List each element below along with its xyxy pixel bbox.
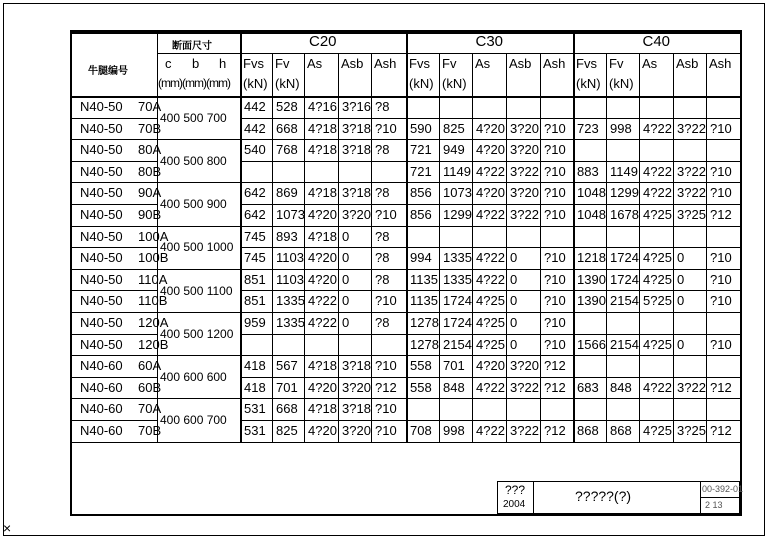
table-row-suffix: 90B [138, 207, 162, 222]
col-line [639, 53, 640, 442]
table-row-dims: 400 500 1100 [160, 283, 233, 298]
group-line [406, 32, 408, 442]
table-cell: 442 [244, 120, 266, 136]
table-cell: 3?20 [342, 423, 371, 438]
grade-col-header: Asb [509, 56, 532, 71]
title-block-year: 2004 [503, 499, 526, 510]
col-line [240, 32, 242, 442]
grade-col-header: As [475, 56, 491, 71]
table-cell: 851 [244, 271, 266, 287]
table-cell: 2154 [610, 293, 639, 309]
col-line [706, 53, 707, 442]
row-line [72, 161, 157, 162]
corner-mark: × [3, 520, 12, 536]
table-cell: 0 [677, 336, 685, 352]
table-cell: 2154 [443, 336, 472, 352]
grade-c40-header: C40 [642, 33, 671, 50]
table-cell: 723 [577, 120, 599, 136]
table-cell: 4?22 [643, 120, 672, 136]
grade-col-header: Fv [609, 56, 624, 71]
table-row-dims: 400 500 800 [160, 154, 227, 168]
title-block-drawing-no: 00-392-01 [702, 484, 744, 494]
table-cell: ?8 [375, 185, 390, 201]
table-cell: 3?22 [510, 423, 539, 438]
kn-unit-header: (kN) [442, 76, 467, 91]
table-row-id: N40-50 [80, 315, 123, 330]
table-row-id: N40-50 [80, 99, 123, 114]
table-cell: 0 [342, 250, 350, 266]
row-line [72, 204, 157, 205]
table-row-suffix: 60A [138, 358, 162, 374]
table-cell: 4?20 [308, 250, 337, 266]
table-row-suffix: 70A [138, 401, 162, 417]
table-cell: 4?25 [643, 423, 672, 438]
table-cell: 848 [610, 379, 632, 395]
table-cell: 1566 [577, 336, 606, 352]
table-cell: ?10 [544, 271, 566, 287]
table-row-id: N40-50 [80, 228, 123, 244]
table-cell: 683 [577, 379, 599, 395]
table-cell: ?10 [375, 207, 397, 222]
table-cell: 4?22 [476, 163, 505, 179]
table-row-id: N40-50 [80, 271, 123, 287]
table-cell: ?10 [544, 120, 566, 136]
row-line [240, 161, 740, 162]
table-cell: 0 [677, 271, 685, 287]
table-cell: 1299 [443, 207, 472, 222]
table-cell: ?10 [375, 423, 397, 438]
table-cell: 998 [443, 423, 465, 438]
table-cell: 1335 [276, 315, 305, 330]
table-row-suffix: 60B [138, 379, 162, 395]
table-cell: 528 [276, 99, 298, 114]
grade-col-header: Fv [442, 56, 457, 71]
table-row-suffix: 100A [138, 228, 169, 244]
table-cell: 0 [510, 293, 518, 309]
row-line [240, 247, 740, 248]
table-cell: 959 [244, 315, 266, 330]
grade-col-header: Fv [275, 56, 290, 71]
table-cell: 1103 [276, 250, 304, 266]
table-cell: 3?18 [342, 358, 371, 374]
table-cell: 4?22 [476, 207, 505, 222]
grade-col-header: Fvs [409, 56, 430, 71]
table-cell: ?12 [375, 379, 397, 395]
table-cell: 642 [244, 207, 266, 222]
table-cell: 4?20 [308, 423, 337, 438]
table-cell: 1390 [577, 271, 606, 287]
dim-c-header: c [165, 56, 172, 71]
table-cell: 4?22 [643, 163, 672, 179]
section-label-header: 断面尺寸 [172, 41, 212, 52]
table-cell: ?10 [710, 271, 732, 287]
table-row-id: N40-60 [80, 423, 123, 438]
table-cell: 869 [276, 185, 298, 201]
table-cell: 4?25 [643, 336, 672, 352]
title-block-divider [533, 481, 534, 514]
kn-unit-header: (kN) [609, 76, 634, 91]
table-cell: 558 [410, 379, 432, 395]
table-cell: 0 [342, 271, 350, 287]
grade-col-header: Ash [709, 56, 732, 71]
row-line [72, 290, 157, 291]
col-line [439, 53, 440, 442]
table-cell: 3?25 [677, 423, 706, 438]
table-cell: 3?20 [510, 120, 539, 136]
table-cell: 4?20 [476, 185, 505, 201]
table-cell: 3?18 [342, 142, 371, 158]
table-cell: 1335 [443, 271, 472, 287]
table-cell: 1724 [443, 315, 472, 330]
table-cell: 1135 [410, 271, 438, 287]
table-row-suffix: 80A [138, 142, 162, 158]
table-row-suffix: 100B [138, 250, 169, 266]
table-row-id: N40-60 [80, 379, 123, 395]
table-cell: ?8 [375, 250, 390, 266]
col-line [338, 53, 339, 442]
table-row-dims: 400 500 1000 [160, 240, 234, 255]
grade-col-header: Ash [543, 56, 566, 71]
table-cell: 4?18 [308, 142, 337, 158]
table-cell: 1335 [276, 293, 305, 309]
kn-unit-header: (kN) [243, 76, 268, 91]
table-cell: 745 [244, 250, 266, 266]
table-cell: ?10 [375, 293, 397, 309]
table-row-suffix: 120A [138, 315, 169, 330]
table-cell: 1048 [577, 185, 606, 201]
table-cell: 3?18 [342, 120, 371, 136]
table-cell: 701 [443, 358, 465, 374]
row-line [72, 334, 157, 335]
table-row-suffix: 90A [138, 185, 162, 201]
table-cell: ?8 [375, 99, 390, 114]
table-row-suffix: 80B [138, 163, 162, 179]
table-cell: 4?22 [476, 271, 505, 287]
table-cell: 851 [244, 293, 266, 309]
table-cell: 2154 [610, 336, 639, 352]
group-line [573, 32, 575, 442]
table-cell: 1278 [410, 315, 439, 330]
table-row-dims: 400 600 700 [160, 413, 227, 428]
title-block-name: ?????(?) [575, 488, 632, 504]
table-row-id: N40-50 [80, 336, 123, 352]
table-cell: 668 [276, 401, 298, 417]
table-cell: 3?20 [510, 185, 539, 201]
table-cell: 1048 [577, 207, 606, 222]
grade-col-header: As [307, 56, 323, 71]
table-cell: 4?25 [643, 250, 672, 266]
col-line [371, 53, 372, 442]
grade-col-header: Asb [676, 56, 699, 71]
table-cell: 531 [244, 423, 266, 438]
row-line [240, 290, 740, 291]
table-cell: 868 [610, 423, 632, 438]
table-cell: 5?25 [643, 293, 672, 309]
table-cell: 4?18 [308, 185, 337, 201]
table-cell: 0 [677, 293, 685, 309]
table-row-dims: 400 500 900 [160, 197, 227, 212]
col-line [272, 53, 273, 442]
table-cell: 1724 [610, 250, 639, 266]
row-line [240, 204, 740, 205]
table-cell: 4?22 [308, 315, 337, 330]
table-cell: ?12 [544, 423, 566, 438]
kn-unit-header: (kN) [409, 76, 434, 91]
table-cell: 4?20 [308, 379, 337, 395]
table-cell: 4?25 [476, 293, 505, 309]
table-cell: ?10 [710, 293, 732, 309]
table-row-suffix: 110A [138, 271, 168, 287]
dim-h-header: h [219, 56, 227, 71]
table-row-id: N40-50 [80, 293, 123, 309]
row-line [72, 377, 157, 378]
table-row-id: N40-50 [80, 120, 123, 136]
table-cell: 1135 [410, 293, 438, 309]
table-cell: 4?20 [476, 358, 505, 374]
table-cell: 0 [510, 315, 518, 330]
col-line [472, 53, 473, 442]
table-cell: 590 [410, 120, 432, 136]
table-cell: ?10 [375, 120, 397, 136]
table-cell: ?10 [544, 142, 566, 158]
row-line [72, 420, 157, 421]
table-cell: 4?22 [476, 379, 505, 395]
table-cell: 0 [510, 271, 518, 287]
table-cell: 4?22 [476, 423, 505, 438]
table-cell: ?12 [710, 207, 732, 222]
table-cell: 856 [410, 185, 432, 201]
grade-col-header: Ash [374, 56, 397, 71]
table-cell: ?10 [544, 293, 566, 309]
table-cell: 0 [342, 315, 350, 330]
table-cell: 1299 [610, 185, 639, 201]
table-cell: ?10 [710, 336, 732, 352]
table-cell: 3?20 [510, 358, 539, 374]
table-cell: 540 [244, 142, 266, 158]
table-cell: 4?18 [308, 120, 337, 136]
table-row-id: N40-50 [80, 207, 123, 222]
table-cell: 0 [510, 250, 518, 266]
table-cell: 1149 [610, 163, 638, 179]
col-line [304, 53, 305, 442]
table-cell: 4?18 [308, 358, 337, 374]
table-cell: 768 [276, 142, 298, 158]
table-cell: 893 [276, 228, 298, 244]
table-cell: ?10 [544, 185, 566, 201]
table-cell: ?10 [544, 207, 566, 222]
table-cell: 1149 [443, 163, 471, 179]
table-cell: 3?20 [342, 379, 371, 395]
table-cell: 4?25 [643, 207, 672, 222]
table-cell: 1335 [443, 250, 472, 266]
table-cell: 4?22 [643, 379, 672, 395]
col-line [540, 53, 541, 442]
table-cell: 4?25 [476, 315, 505, 330]
table-row-id: N40-50 [80, 142, 123, 158]
table-cell: 3?20 [510, 142, 539, 158]
table-cell: ?12 [710, 423, 732, 438]
table-cell: 3?22 [510, 379, 539, 395]
row-line [240, 377, 740, 378]
table-row-suffix: 70A [138, 99, 162, 114]
col-line [740, 32, 741, 442]
table-cell: 1073 [276, 207, 305, 222]
table-cell: 3?25 [677, 207, 706, 222]
table-cell: 856 [410, 207, 432, 222]
table-cell: 3?22 [677, 379, 706, 395]
table-cell: 825 [276, 423, 298, 438]
kn-unit-header: (kN) [275, 76, 300, 91]
table-cell: 1724 [443, 293, 472, 309]
table-cell: 4?16 [308, 99, 337, 114]
table-row-dims: 400 500 1200 [160, 326, 234, 341]
table-row-suffix: 70B [138, 120, 162, 136]
table-cell: 4?18 [308, 228, 337, 244]
table-cell: 4?22 [308, 293, 337, 309]
header-divider [157, 53, 740, 54]
table-cell: 558 [410, 358, 432, 374]
table-cell: 418 [244, 379, 266, 395]
row-line [72, 118, 157, 119]
kn-unit-header: (kN) [576, 76, 601, 91]
table-cell: 3?18 [342, 185, 371, 201]
table-row-id: N40-50 [80, 250, 123, 266]
table-row-dims: 400 500 700 [160, 110, 227, 125]
table-cell: ?10 [710, 185, 732, 201]
row-line [240, 118, 740, 119]
table-cell: ?8 [375, 228, 390, 244]
table-cell: 3?18 [342, 401, 371, 417]
table-cell: ?8 [375, 271, 390, 287]
table-cell: ?10 [710, 120, 732, 136]
table-cell: 418 [244, 358, 266, 374]
table-cell: 668 [276, 120, 298, 136]
table-cell: 0 [342, 293, 350, 309]
table-row-dims: 400 600 600 [160, 370, 227, 384]
table-cell: 708 [410, 423, 432, 438]
col-line [673, 53, 674, 442]
table-cell: ?10 [375, 358, 397, 374]
table-cell: 567 [276, 358, 298, 374]
row-line [72, 247, 157, 248]
table-cell: 3?22 [510, 207, 539, 222]
grade-col-header: Fvs [243, 56, 264, 71]
table-cell: 442 [244, 99, 266, 114]
table-cell: ?10 [544, 163, 566, 179]
table-row-id: N40-60 [80, 358, 123, 374]
dim-unit-header: (mm)(mm)(mm) [158, 76, 230, 90]
table-cell: 0 [510, 336, 518, 352]
row-label-header: 牛腿编号 [88, 66, 128, 77]
col-line [506, 53, 507, 442]
table-row-id: N40-60 [80, 401, 123, 417]
grade-c20-header: C20 [309, 33, 337, 50]
table-cell: 3?22 [677, 163, 706, 179]
table-cell: 701 [276, 379, 298, 395]
table-cell: 3?20 [342, 207, 371, 222]
grade-col-header: Fvs [576, 56, 597, 71]
table-row-suffix: 70B [138, 423, 162, 438]
dim-b-header: b [192, 56, 200, 71]
table-cell: 1390 [577, 293, 606, 309]
table-cell: ?10 [375, 401, 397, 417]
table-cell: 3?16 [342, 99, 371, 114]
table-cell: 4?25 [643, 271, 672, 287]
table-cell: 3?22 [677, 185, 706, 201]
table-cell: ?10 [710, 163, 732, 179]
table-cell: ?10 [544, 250, 566, 266]
table-cell: 3?22 [677, 120, 706, 136]
table-cell: ?10 [544, 315, 566, 330]
table-cell: 4?22 [476, 250, 505, 266]
table-cell: ?12 [710, 379, 732, 395]
table-row-id: N40-50 [80, 163, 123, 179]
table-cell: 531 [244, 401, 266, 417]
table-cell: 4?18 [308, 401, 337, 417]
table-cell: 1278 [410, 336, 439, 352]
table-cell: ?8 [375, 315, 390, 330]
table-row-suffix: 110B [138, 293, 168, 309]
grade-c30-header: C30 [475, 33, 504, 50]
table-cell: 0 [677, 250, 685, 266]
table-cell: 4?22 [643, 185, 672, 201]
table-cell: 868 [577, 423, 599, 438]
table-cell: 4?25 [476, 336, 505, 352]
table-cell: 0 [342, 228, 350, 244]
table-cell: 825 [443, 120, 465, 136]
row-line [240, 334, 740, 335]
title-block-code: ??? [505, 483, 526, 497]
table-cell: ?8 [375, 142, 390, 158]
table-cell: 4?20 [476, 120, 505, 136]
table-cell: 721 [410, 142, 432, 158]
table-cell: 949 [443, 142, 465, 158]
table-cell: 1218 [577, 250, 606, 266]
table-row-id: N40-50 [80, 185, 123, 201]
table-cell: 4?20 [308, 207, 337, 222]
table-cell: 4?20 [476, 142, 505, 158]
table-cell: ?12 [544, 358, 566, 374]
grade-col-header: Asb [341, 56, 364, 71]
grade-col-header: As [642, 56, 658, 71]
table-cell: 1678 [610, 207, 639, 222]
table-cell: 998 [610, 120, 632, 136]
table-cell: 1724 [610, 271, 639, 287]
table-cell: ?12 [544, 379, 566, 395]
table-row-suffix: 120B [138, 336, 169, 352]
table-cell: 642 [244, 185, 266, 201]
title-block-page: 2 13 [705, 500, 723, 510]
row-line [72, 442, 740, 443]
table-cell: 883 [577, 163, 599, 179]
row-line [240, 420, 740, 421]
table-cell: ?10 [544, 336, 566, 352]
table-cell: ?10 [710, 250, 732, 266]
table-cell: 1073 [443, 185, 472, 201]
table-cell: 745 [244, 228, 266, 244]
table-cell: 1103 [276, 271, 304, 287]
table-cell: 4?20 [308, 271, 337, 287]
col-line [606, 53, 607, 442]
table-cell: 3?22 [510, 163, 539, 179]
table-cell: 848 [443, 379, 465, 395]
table-cell: 721 [410, 163, 432, 179]
title-block-divider [700, 497, 740, 498]
table-cell: 994 [410, 250, 432, 266]
